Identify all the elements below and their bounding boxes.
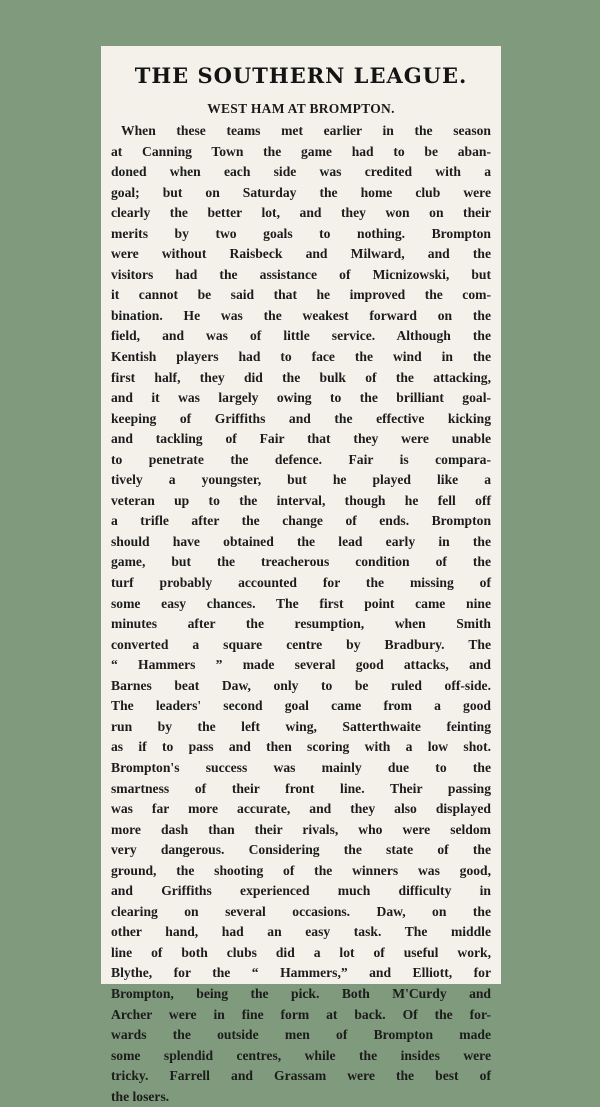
headline: THE SOUTHERN LEAGUE. [134, 63, 468, 88]
article-line: Blythe, for the “ Hammers,” and Elliott, for [111, 965, 491, 981]
article-line: ground, the shooting of the winners was good, [111, 862, 491, 878]
article-line: some splendid centres, while the insides were [111, 1047, 491, 1063]
article-line: and tackling of Fair that they were unable [111, 431, 491, 447]
article-body [111, 121, 491, 1107]
article-line: clearly the better lot, and they won on their [111, 205, 491, 221]
article-line: doned when each side was credited with a [111, 164, 491, 180]
article-line: the losers. [111, 1088, 170, 1104]
article-line: other hand, had an easy task. The middle [111, 924, 491, 940]
article-line: game, but the treacherous condition of the [111, 554, 491, 570]
article-line: clearing on several occasions. Daw, on the [111, 903, 491, 919]
article-line: Archer were in fine form at back. Of the for- [111, 1006, 491, 1022]
article-line: and Griffiths experienced much difficulty in [111, 883, 491, 899]
article-line: tively a youngster, but he played like a [111, 472, 491, 488]
article-line: very dangerous. Considering the state of the [111, 842, 491, 858]
article-line: and it was largely owing to the brilliant goal- [111, 390, 491, 406]
article-line: first half, they did the bulk of the attacking, [111, 369, 491, 385]
article-line: Kentish players had to face the wind in the [111, 349, 491, 365]
article-line: The leaders' second goal came from a good [111, 698, 491, 714]
article-line: were without Raisbeck and Milward, and the [111, 246, 491, 262]
article-line: Barnes beat Daw, only to be ruled off-side. [111, 677, 491, 693]
article-line: run by the left wing, Satterthwaite feinting [111, 718, 491, 734]
article-line: it cannot be said that he improved the com- [111, 287, 491, 303]
article-line: a trifle after the change of ends. Brompton [111, 513, 491, 529]
article-line: turf probably accounted for the missing of [111, 575, 491, 591]
article-line: line of both clubs did a lot of useful work, [111, 944, 491, 960]
article-line: veteran up to the interval, though he fell off [111, 492, 491, 508]
article-line: merits by two goals to nothing. Brompton [111, 225, 491, 241]
article-line: “ Hammers ” made several good attacks, and [111, 657, 491, 673]
article-line: should have obtained the lead early in the [111, 533, 491, 549]
subheadline: WEST HAM AT BROMPTON. [207, 101, 395, 116]
article-line: more dash than their rivals, who were seldom [111, 821, 491, 837]
article-line: at Canning Town the game had to be aban- [111, 143, 491, 159]
article-line: Brompton's success was mainly due to the [111, 759, 491, 775]
article-line: bination. He was the weakest forward on the [111, 307, 491, 323]
article-line: Brompton, being the pick. Both M'Curdy and [111, 985, 491, 1001]
article-line: converted a square centre by Bradbury. The [111, 636, 491, 652]
article-line: was far more accurate, and they also displayed [111, 801, 491, 817]
article-line: some easy chances. The first point came nine [111, 595, 491, 611]
article-line: to penetrate the defence. Fair is compara- [111, 451, 491, 467]
article-line: visitors had the assistance of Micnizowski, but [111, 266, 491, 282]
article-line: keeping of Griffiths and the effective kicking [111, 410, 491, 426]
article-line: wards the outside men of Brompton made [111, 1027, 491, 1043]
article-line: field, and was of little service. Although the [111, 328, 491, 344]
article-line: tricky. Farrell and Grassam were the best of [111, 1068, 491, 1084]
article-line: goal; but on Saturday the home club were [111, 184, 491, 200]
article-line: as if to pass and then scoring with a low shot. [111, 739, 491, 755]
article-line: minutes after the resumption, when Smith [111, 616, 491, 632]
article-line: smartness of their front line. Their passing [111, 780, 491, 796]
article-line: When these teams met earlier in the season [121, 123, 491, 138]
newspaper-clipping [101, 46, 501, 1104]
